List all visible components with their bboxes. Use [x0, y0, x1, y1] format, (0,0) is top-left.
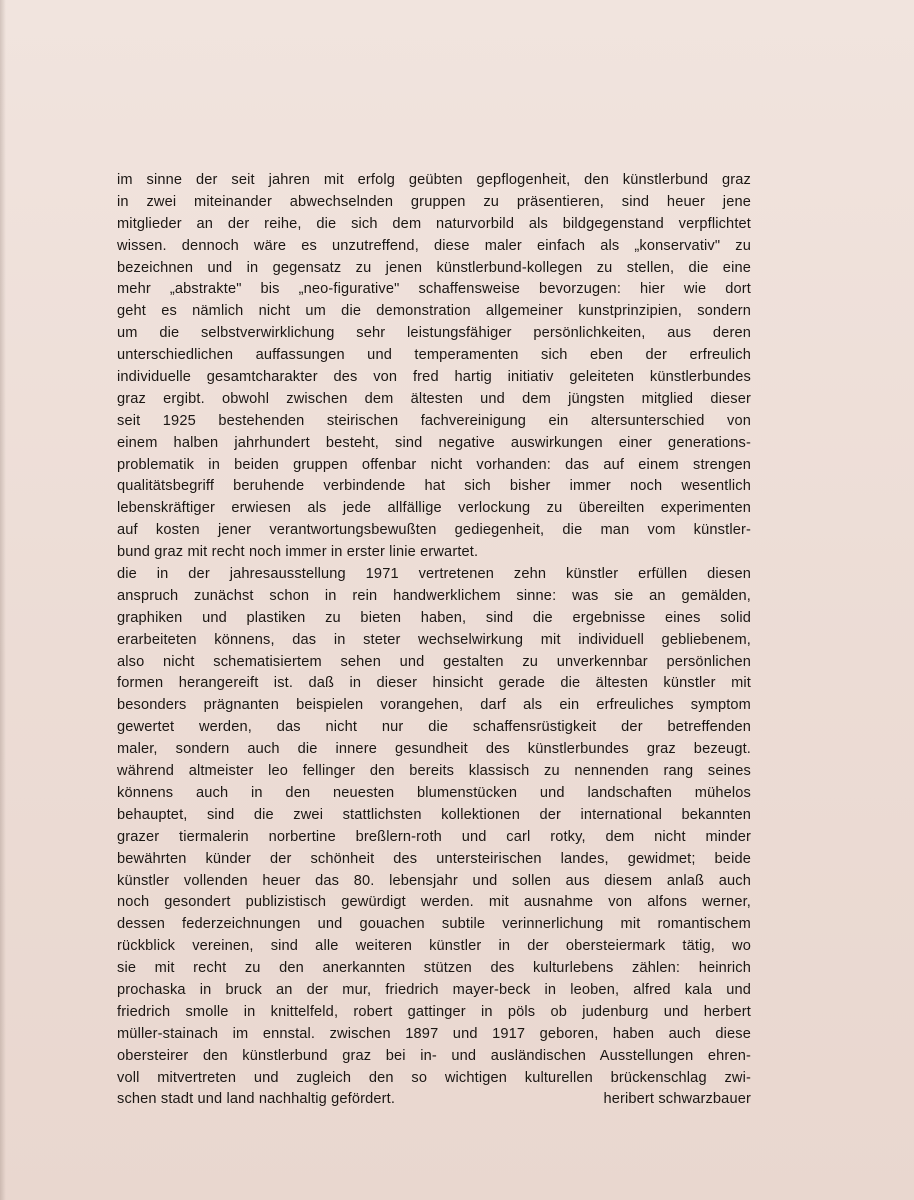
text-line: auf kosten jener verantwortungsbewußten gediegenheit, die man vom künstler-: [117, 522, 751, 539]
text-line: einem halben jahrhundert besteht, sind negative auswirkungen einer generations-: [117, 434, 751, 451]
text-line: friedrich smolle in knittelfeld, robert gattinger in pöls ob judenburg und herbert: [117, 1003, 751, 1020]
text-line: maler, sondern auch die innere gesundheit des künstlerbundes graz bezeugt.: [117, 741, 751, 758]
page-edge-shadow: [0, 0, 6, 1200]
text-line: mehr „abstrakte" bis „neo-figurative" schaffensweise bevorzugen: hier wie dort: [117, 281, 751, 298]
text-line: während altmeister leo fellinger den bereits klassisch zu nennenden rang seines: [117, 763, 751, 780]
text-line: müller-stainach im ennstal. zwischen 1897 und 1917 geboren, haben auch diese: [117, 1025, 751, 1042]
text-line: unterschiedlichen auffassungen und temperamenten sich eben der erfreulich: [117, 347, 751, 364]
author-signature: heribert schwarzbauer: [603, 1091, 751, 1108]
paragraph-1: [117, 170, 751, 564]
text-line: geht es nämlich nicht um die demonstration allgemeiner kunstprinzipien, sondern: [117, 303, 751, 320]
text-line: könnens auch in den neuesten blumenstücken und landschaften mühelos: [117, 784, 751, 801]
text-line: sie mit recht zu den anerkannten stützen des kulturlebens zählen: heinrich: [117, 960, 751, 977]
text-line: graphiken und plastiken zu bieten haben, sind die ergebnisse eines solid: [117, 609, 751, 626]
text-line: prochaska in bruck an der mur, friedrich mayer-beck in leoben, alfred kala und: [117, 981, 751, 998]
text-line: noch gesondert publizistisch gewürdigt werden. mit ausnahme von alfons werner,: [117, 894, 751, 911]
text-line: künstler vollenden heuer das 80. lebensjahr und sollen aus diesem anlaß auch: [117, 872, 751, 889]
text-line: dessen federzeichnungen und gouachen subtile verinnerlichung mit romantischem: [117, 916, 751, 933]
text-line: erarbeiteten könnens, das in steter wechselwirkung mit individuell gebliebenem,: [117, 631, 751, 648]
text-line: lebenskräftiger erwiesen als jede allfällige verlockung zu übereilten experimenten: [117, 500, 751, 517]
text-line: qualitätsbegriff beruhende verbindende hat sich bisher immer noch wesentlich: [117, 478, 751, 495]
text-line: bund graz mit recht noch immer in erster linie erwartet.: [117, 544, 479, 561]
text-line: wissen. dennoch wäre es unzutreffend, diese maler einfach als „konservativ" zu: [117, 237, 751, 254]
text-line: mitglieder an der reihe, die sich dem naturvorbild als bildgegenstand verpflichtet: [117, 215, 751, 232]
text-line: seit 1925 bestehenden steirischen fachvereinigung ein altersunterschied von: [117, 412, 751, 429]
text-line: die in der jahresausstellung 1971 vertretenen zehn künstler erfüllen diesen: [117, 566, 751, 583]
text-line: voll mitvertreten und zugleich den so wichtigen kulturellen brückenschlag zwi-: [117, 1069, 751, 1086]
text-line: grazer tiermalerin norbertine breßlern-roth und carl rotky, dem nicht minder: [117, 828, 751, 845]
text-line: gewertet werden, das nicht nur die schaffensrüstigkeit der betreffenden: [117, 719, 751, 736]
text-line: also nicht schematisiertem sehen und gestalten zu unverkennbar persönlichen: [117, 653, 751, 670]
text-line: im sinne der seit jahren mit erfolg geübten gepflogenheit, den künstlerbund graz: [117, 172, 751, 188]
text-line: problematik in beiden gruppen offenbar nicht vorhanden: das auf einem strengen: [117, 456, 751, 473]
closing-text: schen stadt und land nachhaltig gefördert.: [117, 1091, 396, 1108]
text-line: rückblick vereinen, sind alle weiteren künstler in der obersteiermark tätig, wo: [117, 938, 751, 955]
text-line: in zwei miteinander abwechselnden gruppen zu präsentieren, sind heuer jene: [117, 193, 751, 210]
paragraph-2: [117, 564, 751, 1111]
text-line: bewährten künder der schönheit des untersteirischen landes, gewidmet; beide: [117, 850, 751, 867]
article-text: [117, 170, 751, 1111]
text-line: besonders prägnanten beispielen vorangehen, darf als ein erfreuliches symptom: [117, 697, 751, 714]
text-line: bezeichnen und in gegensatz zu jenen künstlerbund-kollegen zu stellen, die eine: [117, 259, 751, 276]
text-line: individuelle gesamtcharakter des von fred hartig initiativ geleiteten künstlerbundes: [117, 369, 751, 386]
text-line: formen herangereift ist. daß in dieser hinsicht gerade die ältesten künstler mit: [117, 675, 751, 692]
closing-line: [117, 1089, 751, 1111]
text-line: obersteirer den künstlerbund graz bei in- und ausländischen Ausstellungen ehren-: [117, 1047, 751, 1064]
text-line: um die selbstverwirklichung sehr leistungsfähiger persönlichkeiten, aus deren: [117, 325, 751, 342]
text-line: behauptet, sind die zwei stattlichsten kollektionen der international bekannten: [117, 806, 751, 823]
text-line: graz ergibt. obwohl zwischen dem ältesten und dem jüngsten mitglied dieser: [117, 390, 751, 407]
text-line: anspruch zunächst schon in rein handwerklichem sinne: was sie an gemälden,: [117, 587, 751, 604]
